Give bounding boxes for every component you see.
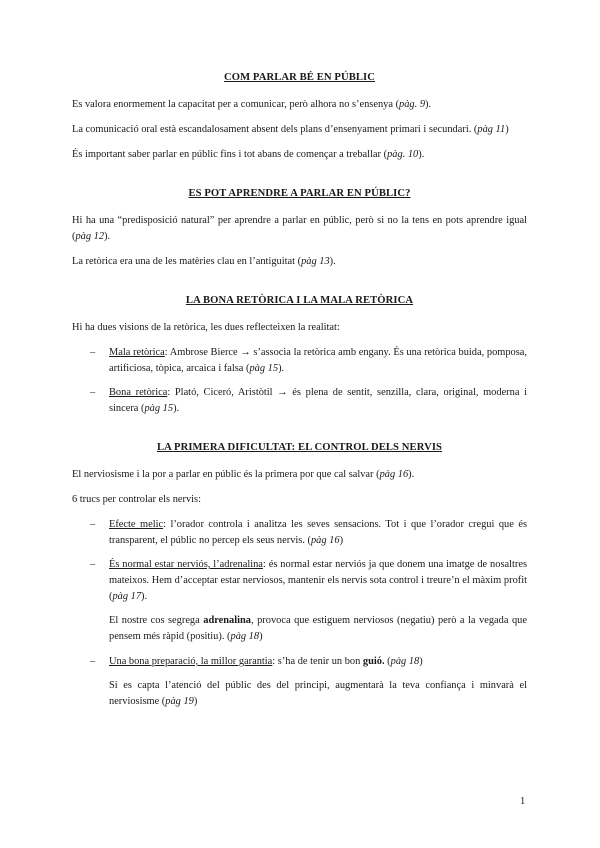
page-ref: pàg 16 <box>310 535 340 546</box>
dash-bullet: – <box>90 519 96 530</box>
text: Hi ha una “predisposició natural” per aprendre a parlar en públic, però si no la tens en pots aprendre igual ( <box>72 215 527 242</box>
page-ref: pàg. 9 <box>399 99 426 110</box>
list-item <box>72 517 527 549</box>
document-body <box>72 70 527 719</box>
text: ( <box>384 656 391 667</box>
dash-bullet: – <box>90 347 96 358</box>
page-ref: pàg 11 <box>477 124 506 135</box>
paragraph: Hi ha dues visions de la retòrica, les dues reflecteixen la realitat: <box>72 322 340 333</box>
section-title-com-parlar: COM PARLAR BÉ EN PÚBLIC <box>223 72 375 83</box>
page-ref: pàg. 10 <box>387 149 419 160</box>
paragraph: 6 trucs per controlar els nervis: <box>72 494 201 505</box>
text: La retòrica era una de les matèries clau en l’antiguitat ( <box>72 256 302 267</box>
text: ). <box>104 231 111 242</box>
paragraph <box>72 254 527 270</box>
page-ref: pàg 18 <box>230 631 260 642</box>
text: ). <box>425 99 432 110</box>
paragraph <box>72 213 527 245</box>
text: : és normal estar nerviós ja que donem una imatge de nosaltres mateixos. Hem d’acceptar estar nerviosos, mantenir els nervis sota control i treure’n el màxim profit ( <box>109 559 527 602</box>
page-ref: pàg 15 <box>144 403 174 414</box>
text: ). <box>418 149 425 160</box>
bullet-list <box>72 345 527 417</box>
term: Bona retòrica <box>109 387 168 398</box>
page-ref: pàg 18 <box>390 656 420 667</box>
paragraph <box>72 147 527 163</box>
paragraph <box>72 97 527 113</box>
term: És normal estar nerviós, l’adrenalina <box>109 559 263 570</box>
section-title-primera-dificultat: LA PRIMERA DIFICULTAT: EL CONTROL DELS NERVIS <box>156 442 443 453</box>
text: , provoca que estiguem nerviosos (negatiu) però a la vegada que pensem més ràpid (positiu). ( <box>109 615 527 642</box>
text: ) <box>419 656 423 667</box>
sub-paragraph <box>72 613 527 645</box>
text: ) <box>339 535 344 546</box>
term: Mala retòrica <box>109 347 165 358</box>
text: El nostre cos segrega <box>109 615 204 626</box>
sub-paragraph <box>72 678 527 710</box>
page-ref: pàg 12 <box>75 231 105 242</box>
term: Una bona preparació, la millor garantia <box>109 656 273 667</box>
text: ) <box>505 124 509 135</box>
text: : l’orador controla i analitza les seves sensacions. Tot i que l’orador cregui que és transparent, el públic no percep els seus nervis. ( <box>109 519 527 546</box>
page-ref: pàg 19 <box>165 696 194 707</box>
section-title-es-pot-aprendre: ES POT APRENDRE A PARLAR EN PÚBLIC? <box>188 188 411 199</box>
text: ) <box>259 631 263 642</box>
section-title-bona-retorica: LA BONA RETÒRICA I LA MALA RETÒRICA <box>185 295 414 306</box>
text: : Ambrose Bierce → s’associa la retòrica amb engany. És una retòrica buida, pomposa, artificiosa, tòpica, arcaica i falsa ( <box>109 347 527 374</box>
dash-bullet: – <box>90 387 96 398</box>
text: ). <box>329 256 336 267</box>
list-item <box>72 385 527 417</box>
text: : s’ha de tenir un bon <box>272 656 363 667</box>
dash-bullet: – <box>90 656 96 667</box>
text: ). <box>408 469 415 480</box>
page-ref: pàg 13 <box>301 256 330 267</box>
paragraph <box>72 122 527 138</box>
text: ). <box>278 363 285 374</box>
list-item <box>72 345 527 377</box>
bold-term: guió. <box>362 656 385 667</box>
text: És important saber parlar en públic fins i tot abans de començar a treballar ( <box>72 149 388 160</box>
text: ) <box>193 696 198 707</box>
text: La comunicació oral està escandalosament absent dels plans d’ensenyament primari i secundari. ( <box>72 124 478 135</box>
bold-term: adrenalina <box>203 615 251 626</box>
text: El nerviosisme i la por a parlar en públic és la primera por que cal salvar ( <box>72 469 380 480</box>
text: ). <box>141 591 148 602</box>
text: : Plató, Ciceró, Aristòtil → és plena de sentit, senzilla, clara, original, moderna i sincera ( <box>109 387 528 414</box>
page-ref: pàg 15 <box>249 363 279 374</box>
text: Si es capta l’atenció del públic des del principi, augmentarà la teva confiança i minvarà el nerviosisme ( <box>109 680 527 707</box>
dash-bullet: – <box>90 559 96 570</box>
paragraph <box>72 467 527 483</box>
page-ref: pàg 16 <box>379 469 409 480</box>
page-ref: pàg 17 <box>112 591 142 602</box>
bullet-list <box>72 654 527 670</box>
text: Es valora enormement la capacitat per a comunicar, però alhora no s’ensenya ( <box>72 99 400 110</box>
list-item <box>72 654 527 670</box>
text: ). <box>173 403 180 414</box>
page-number: 1 <box>520 796 526 807</box>
bullet-list <box>72 517 527 605</box>
term: Efecte melic <box>109 519 164 530</box>
list-item <box>72 557 527 605</box>
